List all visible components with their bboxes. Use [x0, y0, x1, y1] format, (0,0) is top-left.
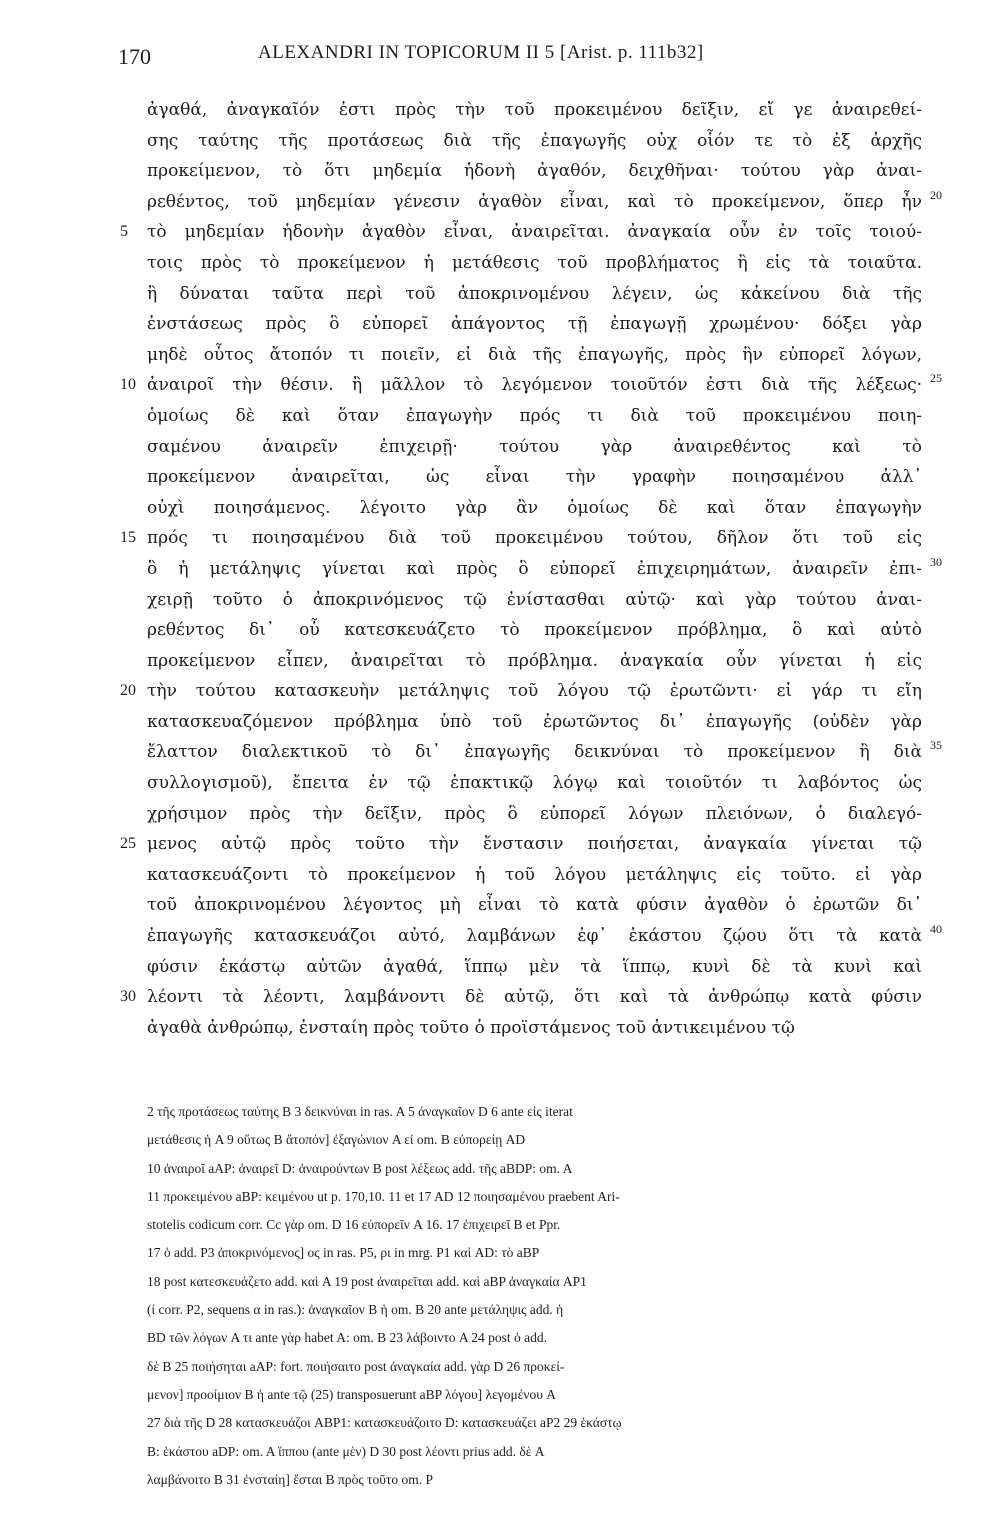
line-number: 5 [120, 223, 128, 241]
apparatus-line: (ί corr. P2, sequens α in ras.): ἀναγκαῖον B ἡ om. B 20 ante μετάληψις add. ἡ [147, 1302, 564, 1318]
line-text: ἔλαττον διαλεκτικοῦ τὸ δι᾽ ἐπαγωγῆς δεικνύναι τὸ προκείμενον ἢ διὰ [147, 742, 922, 763]
critical-apparatus [147, 1098, 962, 1494]
margin-reference: 40 [930, 922, 942, 937]
line-text: ρεθέντος δι᾽ οὗ κατεσκευάζετο τὸ προκείμενον πρόβλημα, ὃ καὶ αὐτὸ [147, 620, 922, 641]
main-text [0, 95, 1000, 1043]
text-line [0, 95, 1000, 126]
text-line [0, 676, 1000, 707]
apparatus-line: 10 ἀναιροῖ aAP: ἀναιρεῖ D: ἀναιρούντων B post λέξεως add. τῆς aBDP: om. A [147, 1160, 573, 1176]
line-text: λέοντι τὰ λέοντι, λαμβάνοντι δὲ αὐτῷ, ὅτι καὶ τὰ ἀνθρώπῳ κατὰ φύσιν [147, 987, 922, 1008]
line-text: ὁμοίως δὲ καὶ ὅταν ἐπαγωγὴν πρός τι διὰ τοῦ προκειμένου ποιη- [147, 405, 922, 426]
line-text: ἀναιροῖ τὴν θέσιν. ἢ μᾶλλον τὸ λεγόμενον τοιοῦτόν ἐστι διὰ τῆς λέξεως· [147, 375, 922, 396]
text-line [0, 982, 1000, 1013]
running-head: ALEXANDRI IN TOPICORUM II 5 [Arist. p. 111b32] [258, 42, 704, 63]
text-line [0, 615, 1000, 646]
text-line [0, 493, 1000, 524]
line-text: κατασκευαζόμενον πρόβλημα ὑπὸ τοῦ ἐρωτῶντος δι᾽ ἐπαγωγῆς (οὐδὲν γὰρ [147, 711, 922, 732]
line-text: πρός τι ποιησαμένου διὰ τοῦ προκειμένου τούτου, δῆλον ὅτι τοῦ εἰς [147, 528, 922, 549]
line-text: ὃ ἡ μετάληψις γίνεται καὶ πρὸς ὃ εὐπορεῖ ἐπιχειρημάτων, ἀναιρεῖν ἐπι- [147, 558, 922, 579]
line-text: σης ταύτης τῆς προτάσεως διὰ τῆς ἐπαγωγῆς οὐχ οἷόν τε τὸ ἐξ ἀρχῆς [147, 130, 922, 151]
text-line [0, 860, 1000, 891]
line-text: προκείμενον, τὸ ὅτι μηδεμία ἡδονὴ ἀγαθόν, δειχθῆναι· τούτου γὰρ ἀναι- [147, 161, 922, 182]
line-number: 30 [120, 988, 136, 1006]
line-text: τοῦ ἀποκρινομένου λέγοντος μὴ εἶναι τὸ κατὰ φύσιν ἀγαθὸν ὁ ἐρωτῶν δι᾽ [147, 895, 922, 916]
apparatus-line: 18 post κατεσκευάζετο add. καὶ A 19 post ἀναιρεῖται add. καὶ aBP ἀναγκαία AP1 [147, 1273, 587, 1289]
line-text: προκείμενον ἀναιρεῖται, ὡς εἶναι τὴν γραφὴν ποιησαμένου ἀλλ᾽ [147, 467, 922, 488]
text-line [0, 952, 1000, 983]
line-text: ἢ δύναται ταῦτα περὶ τοῦ ἀποκρινομένου λέγειν, ὡς κἀκείνου διὰ τῆς [147, 283, 922, 304]
apparatus-line: 11 προκειμένου aBP: κειμένου ut p. 170,10. 11 et 17 AD 12 ποιησαμένου praebent Ari- [147, 1188, 620, 1204]
line-text: προκείμενον εἶπεν, ἀναιρεῖται τὸ πρόβλημα. ἀναγκαία οὖν γίνεται ἡ εἰς [147, 650, 922, 671]
text-line [0, 432, 1000, 463]
apparatus-line: μενον] προοίμιον B ἡ ante τῷ (25) transposuerunt aBP λόγου] λεγομένου A [147, 1386, 557, 1402]
line-text: ἐπαγωγῆς κατασκευάζοι αὐτό, λαμβάνων ἐφ᾽ ἑκάστου ζῴου ὅτι τὰ κατὰ [147, 926, 922, 947]
text-line [0, 217, 1000, 248]
text-line [0, 401, 1000, 432]
apparatus-line: 2 τῆς προτάσεως ταύτης B 3 δεικνύναι in ras. A 5 ἀναγκαῖον D 6 ante εἰς iterat [147, 1104, 573, 1119]
line-text: ἀγαθά, ἀναγκαῖόν ἐστι πρὸς τὴν τοῦ προκειμένου δεῖξιν, εἴ γε ἀναιρεθεί- [147, 100, 922, 120]
text-line [0, 554, 1000, 585]
line-text: μηδὲ οὗτος ἄτοπόν τι ποιεῖν, εἰ διὰ τῆς ἐπαγωγῆς, πρὸς ἣν εὐπορεῖ λόγων, [147, 344, 922, 365]
line-number: 25 [120, 835, 136, 853]
apparatus-line: 17 ὁ add. P3 ἀποκρινόμενος] ος in ras. P5, ρι in mrg. P1 καὶ AD: τὸ aBP [147, 1245, 540, 1261]
text-line [0, 187, 1000, 218]
margin-reference: 25 [930, 371, 942, 386]
line-text: χειρῇ τοῦτο ὁ ἀποκρινόμενος τῷ ἐνίστασθαι αὐτῷ· καὶ γὰρ τούτου ἀναι- [147, 589, 922, 610]
text-line [0, 707, 1000, 738]
text-line [0, 309, 1000, 340]
line-text: μενος αὐτῷ πρὸς τοῦτο τὴν ἔνστασιν ποιήσεται, ἀναγκαία γίνεται τῷ [147, 834, 922, 855]
line-text: φύσιν ἑκάστῳ αὐτῶν ἀγαθά, ἵππῳ μὲν τὰ ἵππῳ, κυνὶ δὲ τὰ κυνὶ καὶ [147, 956, 922, 977]
apparatus-line: stotelis codicum corr. Cc γὰρ om. D 16 εὐπορεῖν A 16. 17 ἐπιχειρεῖ B et Ppr. [147, 1217, 561, 1233]
text-line [0, 156, 1000, 187]
text-line [0, 523, 1000, 554]
apparatus-line: BD τῶν λόγων A τι ante γὰρ habet A: om. B 23 λάβοιντο A 24 post ὁ add. [147, 1330, 548, 1346]
apparatus-line: B: ἑκάστου aDP: om. A ἵππου (ante μὲν) D 30 post λέοντι prius add. δὲ A [147, 1443, 545, 1459]
text-line [0, 768, 1000, 799]
margin-reference: 30 [930, 554, 942, 569]
margin-reference: 20 [930, 187, 942, 202]
line-number: 15 [120, 529, 136, 547]
text-line [0, 646, 1000, 677]
text-line [0, 279, 1000, 310]
apparatus-line: μετάθεσις ἡ A 9 οὕτως B ἄτοπόν] ἐξαγώνιον A εἰ om. B εὐπορείῃ AD [147, 1132, 526, 1148]
text-line [0, 890, 1000, 921]
text-line [0, 829, 1000, 860]
text-line [0, 462, 1000, 493]
line-number: 20 [120, 682, 136, 700]
line-text: ἐνστάσεως πρὸς ὃ εὐπορεῖ ἀπάγοντος τῇ ἐπαγωγῇ χρωμένου· δόξει γὰρ [147, 314, 922, 335]
text-line [0, 585, 1000, 616]
line-text: κατασκευάζοντι τὸ προκείμενον ἡ τοῦ λόγου μετάληψις εἰς τοῦτο. εἰ γὰρ [147, 864, 922, 885]
text-line [0, 370, 1000, 401]
text-line [0, 921, 1000, 952]
line-text: ρεθέντος, τοῦ μηδεμίαν γένεσιν ἀγαθὸν εἶναι, καὶ τὸ προκείμενον, ὅπερ ἦν [147, 191, 922, 212]
margin-reference: 35 [930, 738, 942, 753]
text-line [0, 248, 1000, 279]
apparatus-line: δὲ B 25 ποιήσηται aAP: fort. ποιήσαιτο post ἀναγκαία add. γὰρ D 26 προκεί- [147, 1358, 565, 1374]
line-text: οὐχὶ ποιησάμενος. λέγοιτο γὰρ ἂν ὁμοίως δὲ καὶ ὅταν ἐπαγωγὴν [147, 497, 922, 518]
line-number: 10 [120, 376, 136, 394]
apparatus-line: 27 διὰ τῆς D 28 κατασκευάζοι ABP1: κατασκευάζοιτο D: κατασκευάζει aP2 29 ἑκάστῳ [147, 1415, 622, 1431]
text-line [0, 340, 1000, 371]
text-line [0, 799, 1000, 830]
apparatus-line: λαμβάνοιτο B 31 ἐνσταίη] ἔσται B πρὸς τοῦτο om. P [147, 1471, 433, 1487]
text-line [0, 737, 1000, 768]
line-text: χρήσιμον πρὸς τὴν δεῖξιν, πρὸς ὃ εὐπορεῖ λόγων πλειόνων, ὁ διαλεγό- [147, 803, 922, 824]
text-line [0, 1013, 1000, 1044]
line-text: συλλογισμοῦ), ἔπειτα ἐν τῷ ἐπακτικῷ λόγῳ καὶ τοιοῦτόν τι λαβόντος ὡς [147, 773, 922, 794]
text-line [0, 126, 1000, 157]
line-text: τὸ μηδεμίαν ἡδονὴν ἀγαθὸν εἶναι, ἀναιρεῖται. ἀναγκαία οὖν ἐν τοῖς τοιού- [147, 222, 922, 243]
line-text: τοις πρὸς τὸ προκείμενον ἡ μετάθεσις τοῦ προβλήματος ἢ εἰς τὰ τοιαῦτα. [147, 252, 922, 273]
page-number: 170 [118, 44, 151, 69]
line-text: σαμένου ἀναιρεῖν ἐπιχειρῇ· τούτου γὰρ ἀναιρεθέντος καὶ τὸ [147, 436, 922, 457]
line-text: τὴν τούτου κατασκευὴν μετάληψις τοῦ λόγου τῷ ἐρωτῶντι· εἰ γάρ τι εἴη [147, 681, 922, 702]
line-text: ἀγαθὰ ἀνθρώπῳ, ἐνσταίη πρὸς τοῦτο ὁ προϊστάμενος τοῦ ἀντικειμένου τῷ [147, 1017, 795, 1038]
